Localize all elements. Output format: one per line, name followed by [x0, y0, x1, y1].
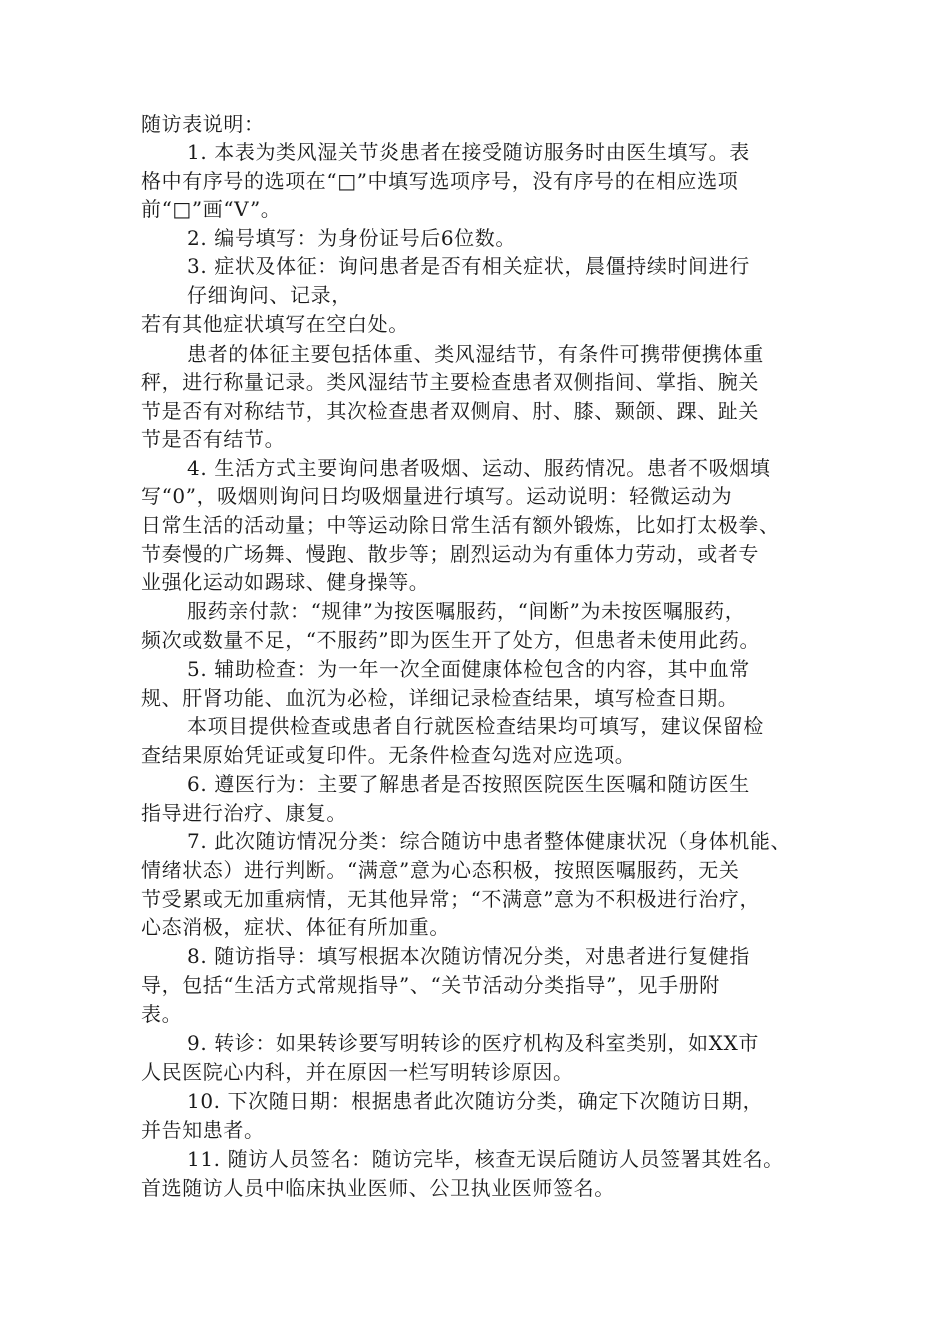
text-line: 指导进行治疗、康复。	[141, 801, 347, 825]
text-line: 并告知患者。	[141, 1118, 265, 1142]
text-line: 节是否有对称结节，其次检查患者双侧肩、肘、膝、颞颌、踝、趾关	[141, 399, 759, 423]
text-line: 5. 辅助检查：为一年一次全面健康体检包含的内容，其中血常	[187, 657, 750, 681]
text-line: 6. 遵医行为：主要了解患者是否按照医院医生医嘱和随访医生	[187, 772, 750, 796]
text-line: 节是否有结节。	[141, 427, 286, 451]
text-line: 9. 转诊：如果转诊要写明转诊的医疗机构及科室类别，如XX市	[187, 1031, 759, 1055]
text-line: 格中有序号的选项在“□”中填写选项序号，没有序号的在相应选项	[141, 169, 739, 193]
text-line: 前“□”画“V”。	[141, 197, 282, 221]
text-line: 日常生活的活动量；中等运动除日常生活有额外锻炼，比如打太极拳、	[141, 513, 780, 537]
text-line: 8. 随访指导：填写根据本次随访情况分类，对患者进行复健指	[187, 944, 750, 968]
text-line: 节奏慢的广场舞、慢跑、散步等；剧烈运动为有重体力劳动，或者专	[141, 542, 759, 566]
text-line: 写“0”，吸烟则询问日均吸烟量进行填写。运动说明：轻微运动为	[141, 484, 733, 508]
text-line: 服药亲付款：“规律”为按医嘱服药，“间断”为未按医嘱服药，	[187, 599, 746, 623]
text-line: 首选随访人员中临床执业医师、公卫执业医师签名。	[141, 1176, 615, 1200]
text-line: 本项目提供检查或患者自行就医检查结果均可填写，建议保留检	[187, 714, 764, 738]
text-line: 若有其他症状填写在空白处。	[141, 312, 409, 336]
text-line: 心态消极，症状、体征有所加重。	[141, 915, 450, 939]
text-line: 4. 生活方式主要询问患者吸烟、运动、服药情况。患者不吸烟填	[187, 456, 771, 480]
text-line: 秤，进行称量记录。类风湿结节主要检查患者双侧指间、掌指、腕关	[141, 370, 759, 394]
text-line: 导，包括“生活方式常规指导”、“关节活动分类指导”，见手册附	[141, 973, 720, 997]
text-line: 仔细询问、记录，	[187, 283, 352, 307]
text-line: 节受累或无加重病情，无其他异常；“不满意”意为不积极进行治疗，	[141, 887, 761, 911]
text-line: 1. 本表为类风湿关节炎患者在接受随访服务时由医生填写。表	[187, 140, 750, 164]
document-title: 随访表说明：	[141, 112, 265, 136]
text-line: 表。	[141, 1002, 183, 1026]
text-line: 情绪状态）进行判断。“满意”意为心态积极，按照医嘱服药，无关	[141, 858, 740, 882]
text-line: 查结果原始凭证或复印件。无条件检查勾选对应选项。	[141, 743, 636, 767]
text-line: 7. 此次随访情况分类：综合随访中患者整体健康状况（身体机能、	[187, 829, 792, 853]
text-line: 2. 编号填写：为身份证号后6位数。	[187, 226, 516, 250]
text-line: 11. 随访人员签名：随访完毕，核查无误后随访人员签署其姓名。	[187, 1147, 784, 1171]
text-line: 业强化运动如踢球、健身操等。	[141, 570, 430, 594]
text-line: 患者的体征主要包括体重、类风湿结节，有条件可携带便携体重	[187, 342, 764, 366]
text-line: 规、肝肾功能、血沉为必检，详细记录检查结果，填写检查日期。	[141, 686, 739, 710]
text-line: 人民医院心内科，并在原因一栏写明转诊原因。	[141, 1060, 574, 1084]
text-line: 频次或数量不足，“不服药”即为医生开了处方，但患者未使用此药。	[141, 628, 761, 652]
text-line: 10. 下次随日期：根据患者此次随访分类，确定下次随访日期，	[187, 1089, 764, 1113]
text-line: 3. 症状及体征：询问患者是否有相关症状，晨僵持续时间进行	[187, 254, 750, 278]
